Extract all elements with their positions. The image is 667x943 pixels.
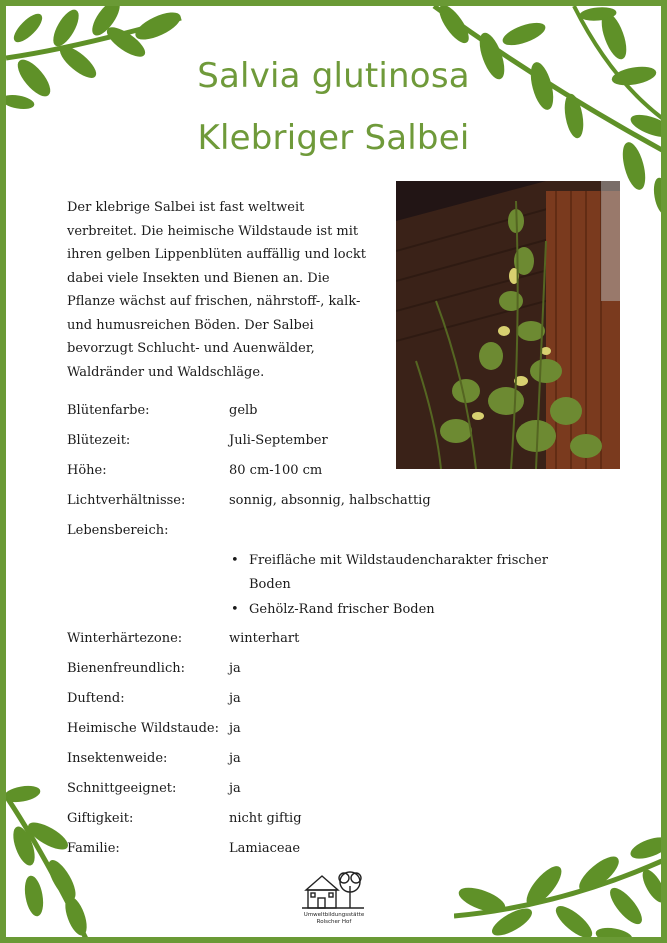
property-label: Schnittgeeignet: xyxy=(67,781,177,796)
list-item xyxy=(228,598,548,622)
property-label: Giftigkeit: xyxy=(67,811,134,826)
property-value: ja xyxy=(229,691,241,706)
property-value: ja xyxy=(229,781,241,796)
property-label: Winterhärtezone: xyxy=(67,631,183,646)
property-value: nicht giftig xyxy=(229,811,302,826)
habitat-text: Gehölz-Rand frischer Boden xyxy=(249,602,435,617)
property-label: Duftend: xyxy=(67,691,125,706)
habitat-list xyxy=(228,549,548,622)
property-label: Blütenfarbe: xyxy=(67,403,150,418)
leaf-branch-bottom-left-icon xyxy=(6,776,106,943)
intro-text: Der klebrige Salbei ist fast weltweit verbreitet. Die heimische Wildstaude ist mit ihren gelben Lippenblüten auffällig und lockt dabei viele Insekten und Bienen an. Die Pflanze wächst auf frischen, nährstoff-, kalk- und humusreichen Böden. Der Salbei bevorzugt Schlucht- und Auenwälder, Waldränder und Waldschläge. xyxy=(67,200,367,380)
property-label: Blütezeit: xyxy=(67,433,131,448)
property-label: Lichtverhältnisse: xyxy=(67,493,186,508)
bullet-icon: • xyxy=(231,602,239,617)
property-value: gelb xyxy=(229,403,258,418)
property-label: Heimische Wildstaude: xyxy=(67,721,220,736)
property-value: ja xyxy=(229,721,241,736)
logo-text-line2: Rolscher Hof xyxy=(316,919,352,925)
habitat-text: Freifläche mit Wildstaudencharakter frischer Boden xyxy=(249,553,548,592)
property-value: sonnig, absonnig, halbschattig xyxy=(229,493,431,508)
property-value: Lamiaceae xyxy=(229,841,301,856)
property-label: Familie: xyxy=(67,841,120,856)
bullet-icon: • xyxy=(231,553,239,568)
list-item xyxy=(228,549,548,597)
property-value: ja xyxy=(229,751,241,766)
property-label: Höhe: xyxy=(67,463,107,478)
organization-logo xyxy=(298,868,370,926)
property-label: Bienenfreundlich: xyxy=(67,661,185,676)
logo-text-line1: Umweltbildungsstätte xyxy=(303,912,365,918)
property-value: ja xyxy=(229,661,241,676)
leaf-branch-bottom-right-icon xyxy=(454,826,667,943)
page-title-latin: Salvia glutinosa xyxy=(197,56,470,96)
property-value: 80 cm-100 cm xyxy=(229,463,323,478)
property-label: Lebensbereich: xyxy=(67,523,169,538)
property-value: Juli-September xyxy=(229,433,328,448)
page-title-german: Klebriger Salbei xyxy=(197,118,470,158)
property-value: winterhart xyxy=(229,631,300,646)
plant-photo xyxy=(396,181,620,469)
property-label: Insektenweide: xyxy=(67,751,168,766)
